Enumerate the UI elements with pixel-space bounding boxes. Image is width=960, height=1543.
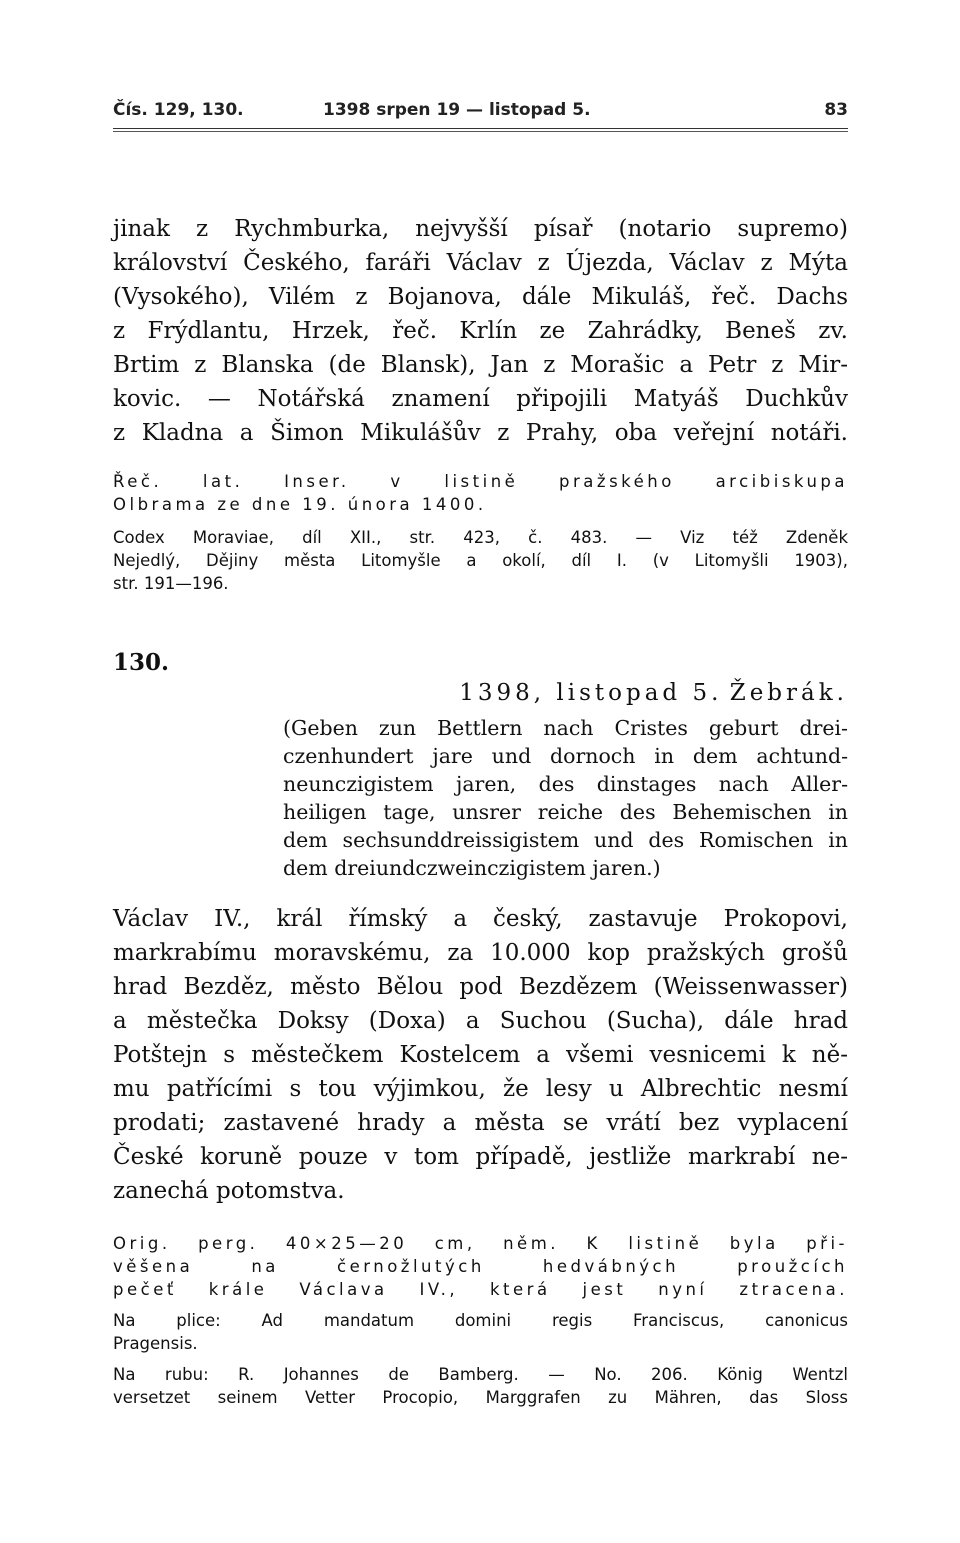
document-dateline bbox=[113, 680, 848, 706]
note-line: Na plice: Ad mandatum domini regis Franciscus, canonicus bbox=[113, 1311, 848, 1330]
note-line: věšena na černožlutých hedvábných proužcích bbox=[113, 1257, 848, 1276]
text-line: (Vysokého), Vilém z Bojanova, dále Mikuláš, řeč. Dachs bbox=[113, 284, 848, 310]
german-line: neunczigistem jaren, des dinstages nach Aller- bbox=[283, 772, 848, 796]
note-line: Orig. perg. 40×25—20 cm, něm. K listině byla při- bbox=[113, 1234, 848, 1253]
text-line: Václav IV., král římský a český, zastavuje Prokopovi, bbox=[113, 906, 848, 932]
text-line: z Frýdlantu, Hrzek, řeč. Krlín ze Zahrádky, Beneš zv. bbox=[113, 318, 848, 344]
note-line: pečeť krále Václava IV., která jest nyní ztracena. bbox=[113, 1280, 848, 1299]
german-dating-clause bbox=[283, 714, 848, 882]
text-line: kovic. — Notářská znamení připojili Matyáš Duchkův bbox=[113, 386, 848, 412]
text-line: Potštejn s městečkem Kostelcem a všemi vesnicemi k ně- bbox=[113, 1042, 848, 1068]
text-line: království Českého, faráři Václav z Újezda, Václav z Mýta bbox=[113, 250, 848, 276]
document-date: 1398, listopad 5. bbox=[459, 680, 723, 706]
original-description bbox=[113, 1232, 848, 1301]
page-number: 83 bbox=[824, 100, 848, 120]
header-date-range: 1398 srpen 19 — listopad 5. bbox=[323, 100, 591, 120]
text-line: jinak z Rychmburka, nejvyšší písař (notario supremo) bbox=[113, 216, 848, 242]
note-line: Pragensis. bbox=[113, 1334, 198, 1353]
note-line: Nejedlý, Dějiny města Litomyšle a okolí, díl I. (v Litomyšli 1903), bbox=[113, 551, 848, 570]
text-line: prodati; zastavené hrady a města se vrátí bez vyplacení bbox=[113, 1110, 848, 1136]
text-line: Brtim z Blanska (de Blansk), Jan z Morašic a Petr z Mir- bbox=[113, 352, 848, 378]
header-rule bbox=[113, 128, 848, 132]
text-line: a městečka Doksy (Doxa) a Suchou (Sucha), dále hrad bbox=[113, 1008, 848, 1034]
text-line: zanechá potomstva. bbox=[113, 1178, 345, 1204]
note-line: Na rubu: R. Johannes de Bamberg. — No. 206. König Wentzl bbox=[113, 1365, 848, 1384]
text-line: z Kladna a Šimon Mikulášův z Prahy, oba veřejní notáři. bbox=[113, 420, 848, 446]
document-place: Žebrák. bbox=[729, 680, 848, 706]
german-line: czenhundert jare und dornoch in dem achtund- bbox=[283, 744, 848, 768]
note-line: str. 191—196. bbox=[113, 574, 229, 593]
text-line: markrabímu moravskému, za 10.000 kop pražských grošů bbox=[113, 940, 848, 966]
note-line: Olbrama ze dne 19. února 1400. bbox=[113, 495, 487, 514]
header-document-numbers: Čís. 129, 130. bbox=[113, 100, 244, 120]
running-header bbox=[113, 100, 848, 126]
regest-paragraph bbox=[113, 902, 848, 1208]
paragraph-continuation bbox=[113, 212, 848, 450]
dorsal-note bbox=[113, 1363, 848, 1409]
note-line: Řeč. lat. Inser. v listině pražského arcibiskupa bbox=[113, 472, 848, 491]
source-notes-130 bbox=[113, 1232, 848, 1409]
page bbox=[113, 100, 848, 1409]
german-line: dem sechsunddreissigistem und des Romischen in bbox=[283, 828, 848, 852]
text-line: hrad Bezděz, město Bělou pod Bezdězem (Weissenwasser) bbox=[113, 974, 848, 1000]
document-number: 130. bbox=[113, 649, 170, 676]
text-line: mu patřícími s tou výjimkou, že lesy u Albrechtic nesmí bbox=[113, 1076, 848, 1102]
text-line: České koruně pouze v tom případě, jestliže markrabí ne- bbox=[113, 1144, 848, 1170]
german-line: dem dreiundczweinczigistem jaren.) bbox=[283, 856, 661, 880]
german-line: (Geben zun Bettlern nach Cristes geburt drei- bbox=[283, 716, 848, 740]
source-notes-129 bbox=[113, 470, 848, 595]
note-line: versetzet seinem Vetter Procopio, Marggrafen zu Mähren, das Sloss bbox=[113, 1388, 848, 1407]
german-line: heiligen tage, unsrer reiche des Behemischen in bbox=[283, 800, 848, 824]
plica-note bbox=[113, 1309, 848, 1355]
note-line: Codex Moraviae, díl XII., str. 423, č. 483. — Viz též Zdeněk bbox=[113, 528, 848, 547]
